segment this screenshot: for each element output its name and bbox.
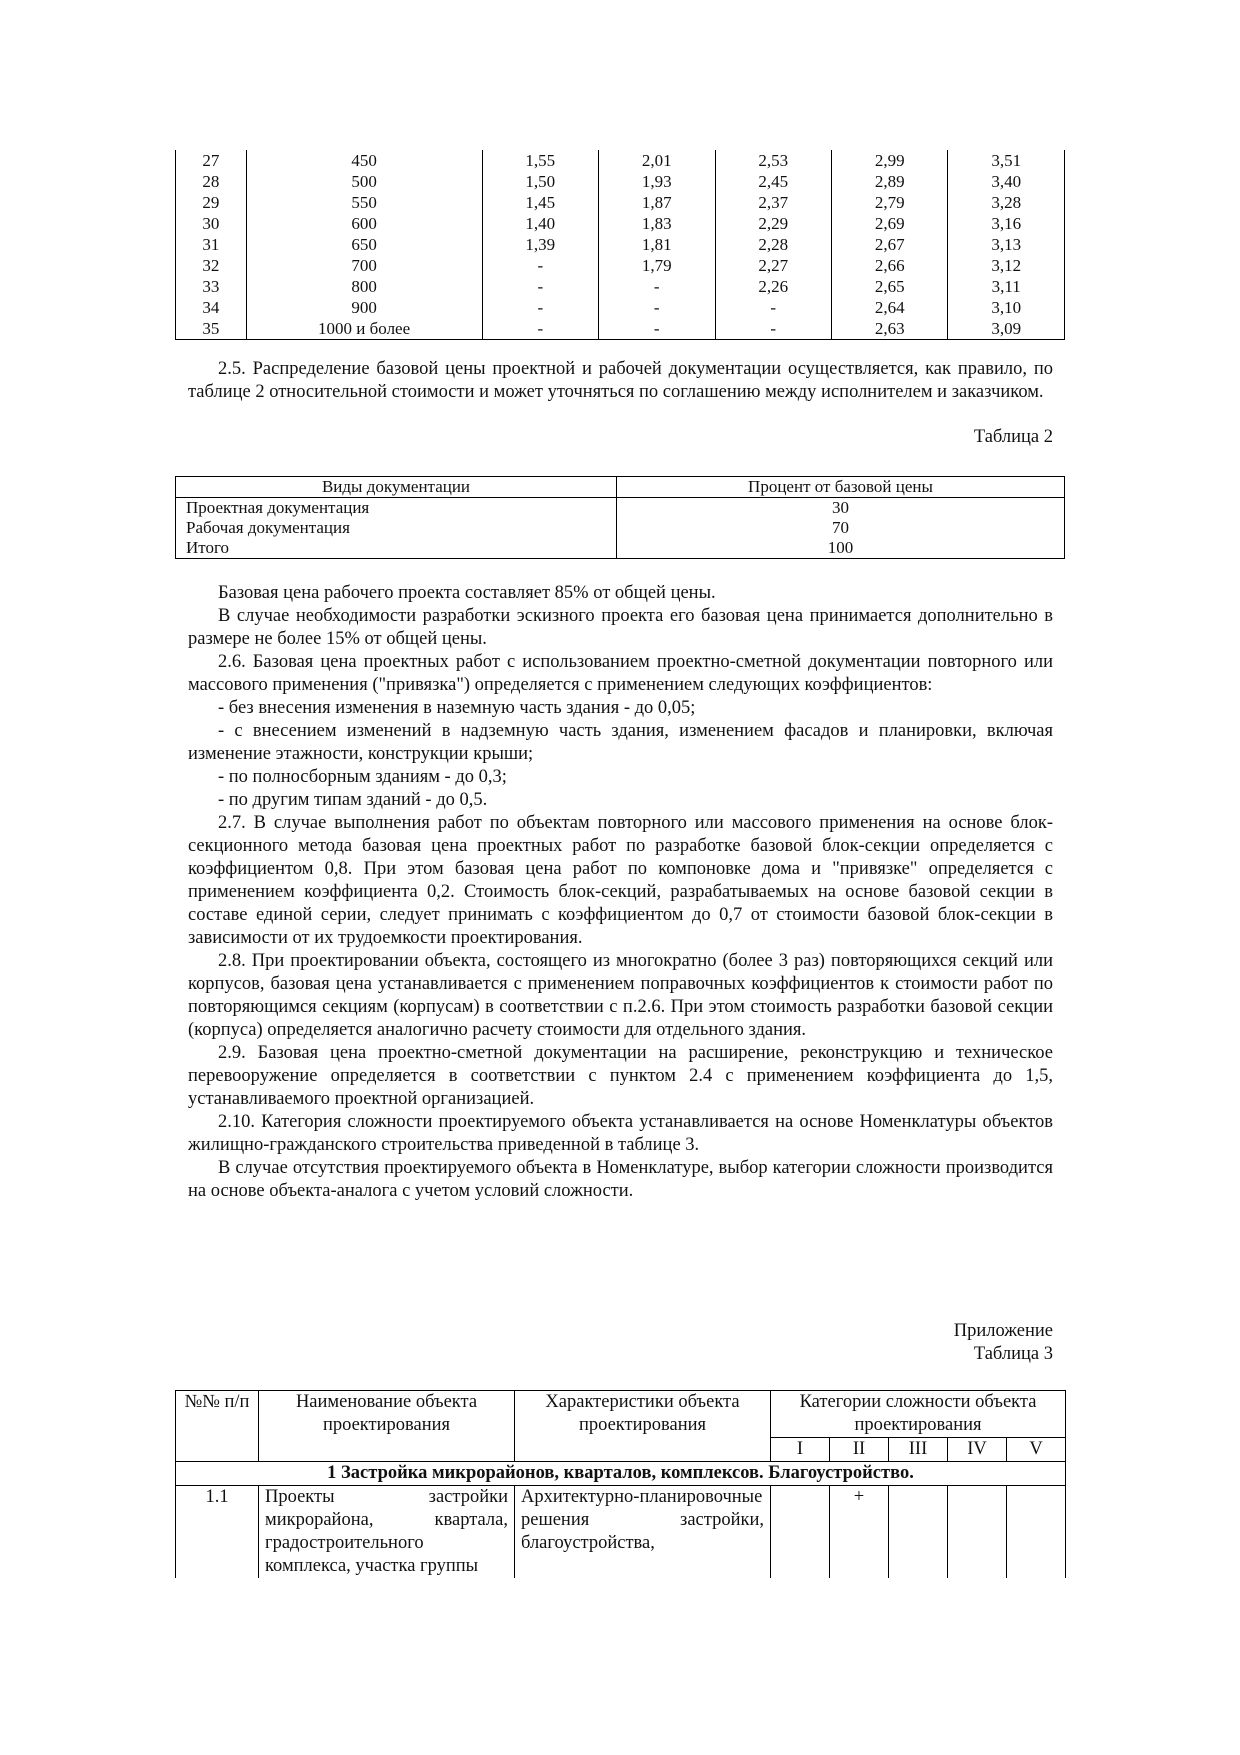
table1-cell: - [599,318,715,340]
table1-cell: 31 [176,234,247,255]
paragraph-2-9: 2.9. Базовая цена проектно-сметной документации на расширение, реконструкцию и техническое перевооружение определяется в соответствии с пунктом 2.4 с применением коэффициента до 1,5, устанавливаемого проектной организацией. [188,1043,1053,1109]
table1-cell: 650 [246,234,482,255]
table1-cell: 2,27 [715,255,831,276]
list-item: - по другим типам зданий - до 0,5. [218,790,488,810]
table1-cell: 1,79 [599,255,715,276]
table1-cell: 1,81 [599,234,715,255]
paragraph: Базовая цена рабочего проекта составляет 85% от общей цены. [218,583,716,603]
paragraph-2-6: 2.6. Базовая цена проектных работ с использованием проектно-сметной документации повторного или массового применения ("привязка") определяется с применением следующих коэффициентов: [188,652,1053,695]
table-row [176,518,1065,538]
table1-cell: 2,79 [831,192,947,213]
table1-cell: 2,01 [599,150,715,171]
table1-cell: 700 [246,255,482,276]
table1-cell: - [482,297,598,318]
coefficient-table-continuation [175,150,1065,340]
table1-cell: - [482,255,598,276]
category-header: III [889,1438,948,1462]
table1-cell: 3,12 [948,255,1065,276]
category-header: IV [948,1438,1007,1462]
table-row [176,192,1065,213]
table2-label: Таблица 2 [973,427,1053,447]
table-row [176,213,1065,234]
table1-cell: 2,26 [715,276,831,297]
table2-cell: Проектная документация [176,498,617,519]
table1-cell: - [715,297,831,318]
table3-header-number: №№ п/п [176,1391,259,1462]
table-row [176,538,1065,559]
table1-cell: 29 [176,192,247,213]
table2-header-percent: Процент от базовой цены [617,477,1065,498]
table-row [176,150,1065,171]
table2-header-doc-types: Виды документации [176,477,617,498]
table1-cell: 1,55 [482,150,598,171]
table1-cell: 2,66 [831,255,947,276]
paragraph-2-5 [188,358,1053,404]
table-row [176,255,1065,276]
table1-cell: 2,63 [831,318,947,340]
table1-cell: - [715,318,831,340]
table1-cell: 33 [176,276,247,297]
category-mark [1007,1486,1066,1579]
table1-cell: 2,28 [715,234,831,255]
table1-cell: 2,99 [831,150,947,171]
table1-cell: 2,45 [715,171,831,192]
table1-cell: 3,09 [948,318,1065,340]
table1-cell: 35 [176,318,247,340]
paragraph: В случае необходимости разработки эскизного проекта его базовая цена принимается дополнительно в размере не более 15% от общей цены. [188,606,1053,649]
table1-cell: 3,40 [948,171,1065,192]
table1-cell: 550 [246,192,482,213]
table-row [176,297,1065,318]
table2-cell: 100 [617,538,1065,559]
table2-cell: Рабочая документация [176,518,617,538]
table-row [176,318,1065,340]
table1-cell: 3,51 [948,150,1065,171]
table1-cell: 30 [176,213,247,234]
table3-header-name: Наименование объекта проектирования [259,1391,515,1462]
paragraph-2-8: 2.8. При проектировании объекта, состоящего из многократно (более 3 раз) повторяющихся секций или корпусов, базовая цена устанавливается с применением поправочных коэффициентов к стоимости работ по повторяющимся секциям (корпусам) в соответствии с п.2.6. При этом стоимость разработки базовой секции (корпуса) определяется аналогично расчету стоимости для отдельного здания. [188,951,1053,1040]
table2-cell: 30 [617,498,1065,519]
table1-cell: 500 [246,171,482,192]
list-item: - без внесения изменения в наземную часть здания - до 0,05; [218,698,696,718]
paragraph-2-10: 2.10. Категория сложности проектируемого объекта устанавливается на основе Номенклатуры объектов жилищно-гражданского строительства приведенной в таблице 3. [188,1112,1053,1155]
table1-cell: 3,10 [948,297,1065,318]
table1-cell: 3,28 [948,192,1065,213]
paragraph: В случае отсутствия проектируемого объекта в Номенклатуре, выбор категории сложности производится на основе объекта-аналога с учетом условий сложности. [188,1158,1053,1201]
table1-cell: 2,64 [831,297,947,318]
table1-cell: 900 [246,297,482,318]
category-header: I [771,1438,830,1462]
table3-header-categories: Категории сложности объекта проектирования [771,1391,1066,1438]
category-mark [948,1486,1007,1579]
table1-cell: 1,93 [599,171,715,192]
table3-label: Таблица 3 [973,1344,1053,1364]
table1-cell: 2,89 [831,171,947,192]
documentation-split-table [175,476,1065,559]
table1-cell: 3,16 [948,213,1065,234]
table-row [176,1486,1066,1579]
table1-cell: 34 [176,297,247,318]
category-mark [889,1486,948,1579]
category-mark [771,1486,830,1579]
table1-cell: 1,83 [599,213,715,234]
table1-cell: 1,50 [482,171,598,192]
table1-cell: 1,87 [599,192,715,213]
appendix-title: Приложение [953,1321,1053,1341]
object-name: Проекты застройки микрорайона, квартала, градостроительного комплекса, участка группы [259,1486,515,1579]
table1-cell: 32 [176,255,247,276]
table1-cell: - [599,276,715,297]
table1-cell: 800 [246,276,482,297]
category-header: II [830,1438,889,1462]
table1-cell: 600 [246,213,482,234]
category-header: V [1007,1438,1066,1462]
appendix-label [954,1320,1053,1366]
object-characteristics: Архитектурно-планировочные решения застройки, благоустройства, [515,1486,771,1579]
table1-cell: 27 [176,150,247,171]
table2-cell: 70 [617,518,1065,538]
paragraph-text: 2.5. Распределение базовой цены проектной и рабочей документации осуществляется, как правило, по таблице 2 относительной стоимости и может уточняться по соглашению между исполнителем и заказчиком. [188,359,1053,402]
table1-cell: 1,40 [482,213,598,234]
table3-header-characteristics: Характеристики объекта проектирования [515,1391,771,1462]
table1-cell: 2,37 [715,192,831,213]
list-item: - с внесением изменений в надземную часть здания, изменением фасадов и планировки, включая изменение этажности, конструкции крыши; [188,721,1053,764]
row-number: 1.1 [176,1486,259,1579]
table-row [176,171,1065,192]
table1-cell: - [482,318,598,340]
table1-cell: 1,45 [482,192,598,213]
table1-cell: 1,39 [482,234,598,255]
category-mark: + [830,1486,889,1579]
table1-cell: 450 [246,150,482,171]
table1-cell: 1000 и более [246,318,482,340]
table1-cell: 3,13 [948,234,1065,255]
table1-cell: 2,29 [715,213,831,234]
table1-cell: 28 [176,171,247,192]
table1-cell: - [599,297,715,318]
table1-cell: - [482,276,598,297]
table1-cell: 2,67 [831,234,947,255]
paragraph-2-7: 2.7. В случае выполнения работ по объектам повторного или массового применения на основе блок-секционного метода базовая цена проектных работ по разработке базовой блок-секции определяется с коэффициентом 0,8. При этом базовая цена работ по компоновке дома и "привязке" определяется с применением коэффициента 0,2. Стоимость блок-секций, разрабатываемых на основе базовой секции в составе единой серии, следует принимать с коэффициентом до 0,7 от стоимости базовой блок-секции в зависимости от их трудоемкости проектирования. [188,813,1053,948]
table-row [176,234,1065,255]
table1-cell: 2,65 [831,276,947,297]
list-item: - по полносборным зданиям - до 0,3; [218,767,507,787]
table1-cell: 2,53 [715,150,831,171]
table3-section-heading: 1 Застройка микрорайонов, кварталов, комплексов. Благоустройство. [176,1462,1066,1486]
table2-cell: Итого [176,538,617,559]
table-row [176,276,1065,297]
table1-cell: 2,69 [831,213,947,234]
body-text [188,582,1053,1203]
complexity-nomenclature-table [175,1390,1066,1578]
table-row [176,498,1065,519]
table1-cell: 3,11 [948,276,1065,297]
